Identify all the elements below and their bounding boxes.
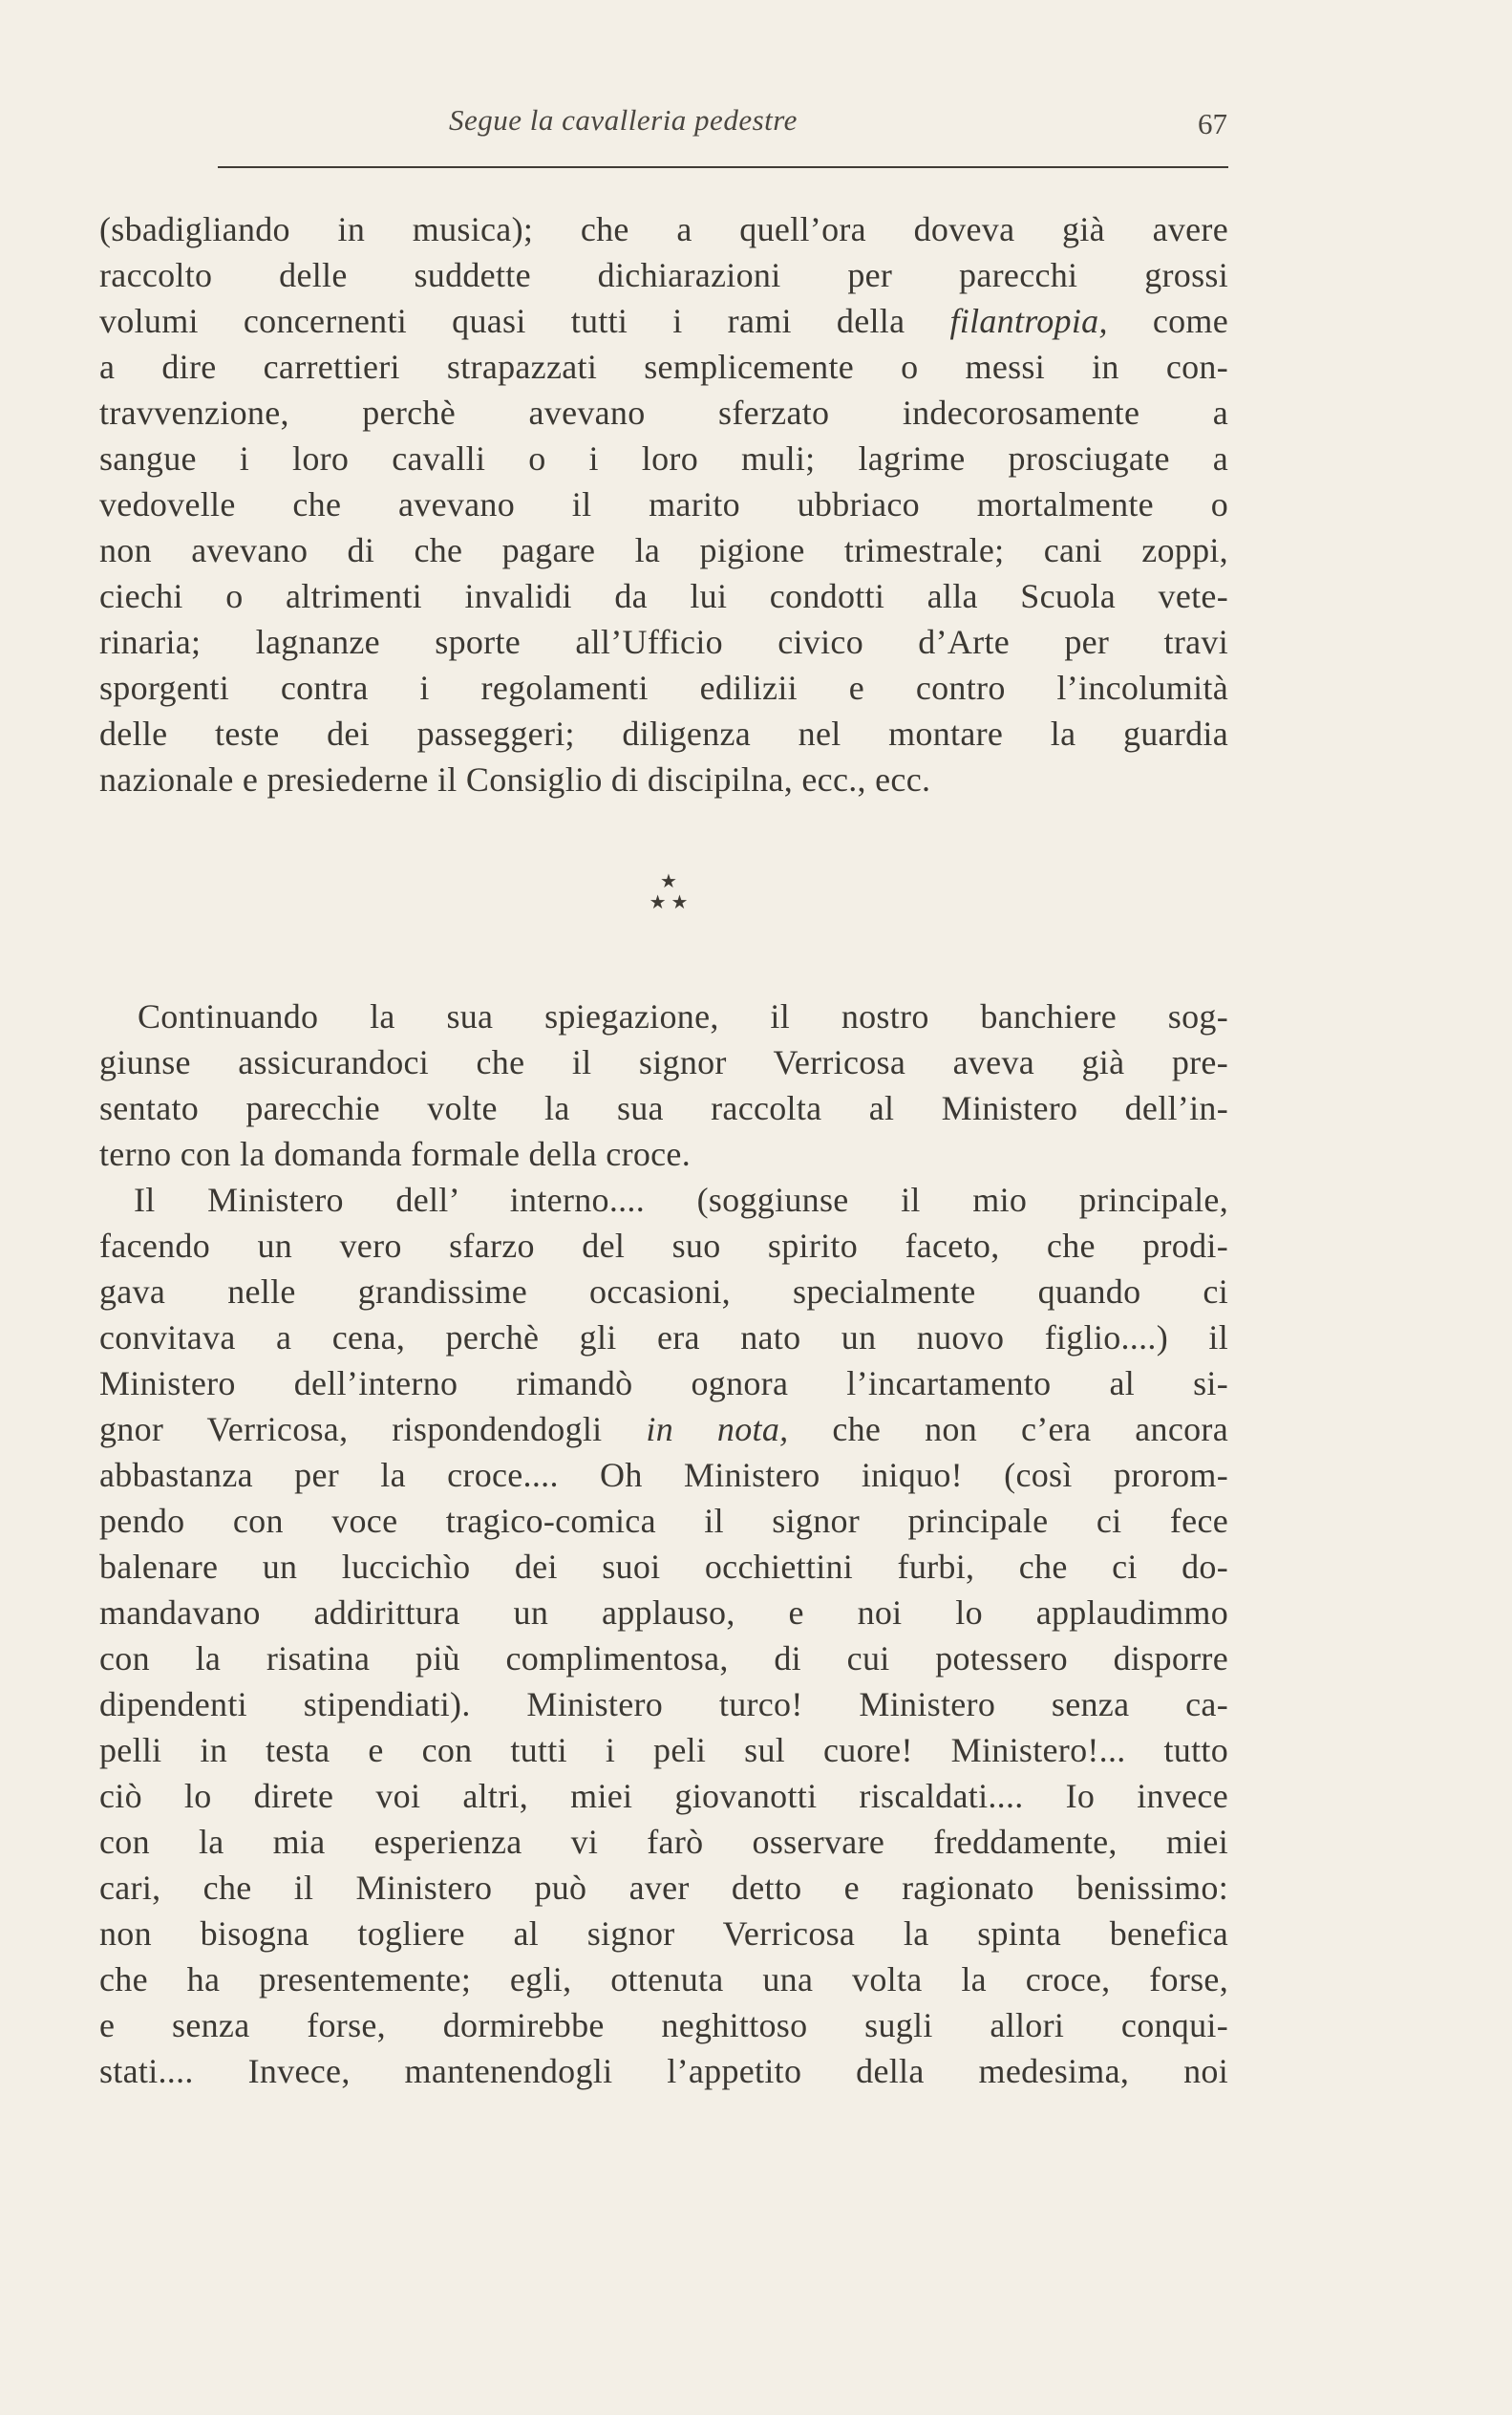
text-line xyxy=(99,298,1228,344)
italic-word: filantropia, xyxy=(949,302,1108,340)
text-line: facendo un vero sfarzo del suo spirito faceto, che prodi- xyxy=(99,1227,1228,1265)
text-line: e senza forse, dormirebbe neghittoso sugli allori conqui- xyxy=(99,2006,1228,2044)
text-line: a dire carrettieri strapazzati semplicemente o messi in con- xyxy=(99,348,1228,386)
asterism-separator xyxy=(630,871,707,913)
text-segment: volumi concernenti quasi tutti i rami della xyxy=(99,302,950,340)
text-segment: che non c’era ancora xyxy=(788,1410,1228,1448)
text-line: delle teste dei passeggeri; diligenza nel montare la guardia xyxy=(99,715,1228,753)
text-line: non avevano di che pagare la pigione trimestrale; cani zoppi, xyxy=(99,531,1228,569)
text-line: Il Ministero dell’ interno.... (soggiunse il mio principale, xyxy=(134,1181,1228,1219)
text-line: sporgenti contra i regolamenti edilizii e contro l’incolumità xyxy=(99,669,1228,707)
text-line: stati.... Invece, mantenendogli l’appetito della medesima, noi xyxy=(99,2052,1228,2090)
asterism-top-star: ★ xyxy=(660,871,677,892)
text-line: con la risatina più complimentosa, di cui potessero disporre xyxy=(99,1639,1228,1678)
text-line: Ministero dell’interno rimandò ognora l’incartamento al si- xyxy=(99,1364,1228,1402)
text-line: vedovelle che avevano il marito ubbriaco mortalmente o xyxy=(99,485,1228,524)
text-line: travvenzione, perchè avevano sferzato indecorosamente a xyxy=(99,394,1228,432)
header-rule xyxy=(218,166,1228,168)
text-line: Continuando la sua spiegazione, il nostro banchiere sog- xyxy=(138,997,1228,1036)
text-line: sentato parecchie volte la sua raccolta al Ministero dell’in- xyxy=(99,1089,1228,1127)
text-line: raccolto delle suddette dichiarazioni per parecchi grossi xyxy=(99,256,1228,294)
text-line: balenare un luccichìo dei suoi occhiettini furbi, che ci do- xyxy=(99,1548,1228,1586)
text-line: pendo con voce tragico-comica il signor principale ci fece xyxy=(99,1502,1228,1540)
text-line: ciechi o altrimenti invalidi da lui condotti alla Scuola vete- xyxy=(99,577,1228,615)
text-line: pelli in testa e con tutti i peli sul cuore! Ministero!... tutto xyxy=(99,1731,1228,1769)
text-line: nazionale e presiederne il Consiglio di discipilna, ecc., ecc. xyxy=(99,760,931,799)
text-segment: gnor Verricosa, rispondendogli xyxy=(99,1410,647,1448)
text-line: cari, che il Ministero può aver detto e ragionato benissimo: xyxy=(99,1869,1228,1907)
text-segment: come xyxy=(1107,302,1228,340)
text-line: terno con la domanda formale della croce. xyxy=(99,1135,692,1173)
text-line: (sbadigliando in musica); che a quell’ora doveva già avere xyxy=(99,210,1228,248)
text-line: con la mia esperienza vi farò osservare freddamente, miei xyxy=(99,1823,1228,1861)
running-title: Segue la cavalleria pedestre xyxy=(449,103,798,137)
text-line: che ha presentemente; egli, ottenuta una volta la croce, forse, xyxy=(99,1960,1228,1998)
page-number: 67 xyxy=(1198,107,1227,140)
text-line: gava nelle grandissime occasioni, specialmente quando ci xyxy=(99,1272,1228,1311)
text-line: giunse assicurandoci che il signor Verricosa aveva già pre- xyxy=(99,1043,1228,1081)
text-line: ciò lo direte voi altri, miei giovanotti riscaldati.... Io invece xyxy=(99,1777,1228,1815)
text-line: non bisogna togliere al signor Verricosa la spinta benefica xyxy=(99,1914,1228,1953)
text-line: rinaria; lagnanze sporte all’Ufficio civico d’Arte per travi xyxy=(99,623,1228,661)
text-line: abbastanza per la croce.... Oh Ministero iniquo! (così prorom- xyxy=(99,1456,1228,1494)
italic-word: in nota, xyxy=(646,1410,789,1448)
asterism-bottom-stars: ★ ★ xyxy=(649,892,689,913)
text-line: convitava a cena, perchè gli era nato un nuovo figlio....) il xyxy=(99,1318,1228,1357)
text-line: mandavano addirittura un applauso, e noi lo applaudimmo xyxy=(99,1593,1228,1632)
text-line: dipendenti stipendiati). Ministero turco! Ministero senza ca- xyxy=(99,1685,1228,1723)
text-line xyxy=(99,1406,1228,1452)
text-line: sangue i loro cavalli o i loro muli; lagrime prosciugate a xyxy=(99,439,1228,478)
